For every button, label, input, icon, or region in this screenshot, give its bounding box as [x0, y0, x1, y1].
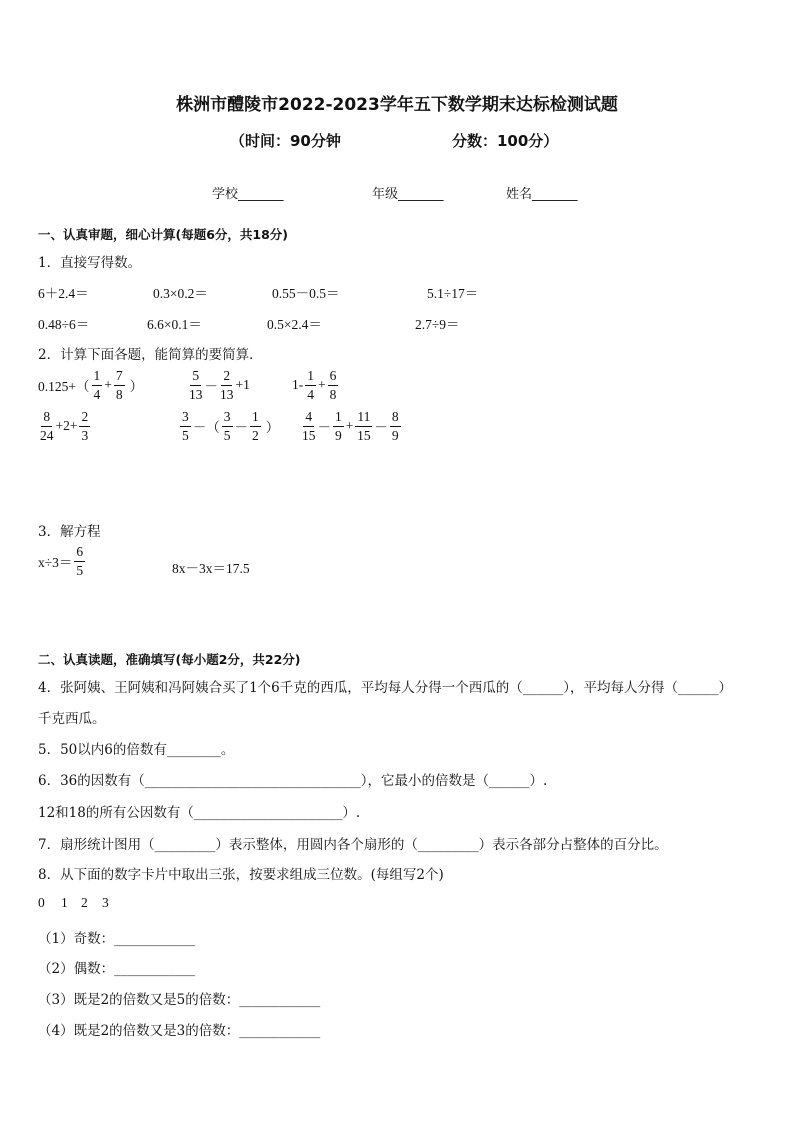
q1-item: 0.3×0.2＝ — [153, 286, 208, 301]
q2-expression-6 — [300, 410, 403, 442]
q1-item: 5.1÷17＝ — [427, 286, 479, 301]
fraction: $\frac{6}{5}$ — [76, 544, 84, 578]
operator: + — [318, 377, 326, 392]
q3-label: 3．解方程 — [38, 524, 101, 540]
q3-equation-2: 8x－3x＝17.5 — [172, 561, 250, 576]
fraction: $\frac{3}{5}$ — [223, 409, 231, 443]
q7-text: 7．扇形统计图用（_________）表示整体，用圆内各个扇形的（_________）表示各部分占整体的百分比。 — [38, 837, 668, 853]
expr-text: +2+ — [55, 418, 78, 433]
fraction: $\frac{2}{13}$ — [220, 368, 234, 402]
number-card: 2 — [81, 895, 88, 910]
operator: － — [374, 420, 388, 435]
q1-item: 6.6×0.1＝ — [147, 317, 202, 332]
fraction: $\frac{1}{9}$ — [335, 409, 342, 443]
q1-item: 0.48÷6＝ — [38, 317, 90, 332]
operator: － — [317, 420, 331, 435]
expr-text: +1 — [235, 377, 250, 392]
operator: － — [204, 379, 218, 394]
school-field[interactable]: 学校_______ — [212, 187, 284, 202]
fraction: $\frac{7}{8}$ — [115, 368, 123, 402]
fraction: $\frac{2}{3}$ — [81, 409, 89, 443]
q1-item: 2.7÷9＝ — [415, 317, 460, 332]
q6-text: 6．36的因数有（________________________________），它最小的倍数是（______）. — [38, 773, 548, 789]
fraction: $\frac{3}{5}$ — [182, 409, 189, 443]
fraction: $\frac{8}{24}$ — [40, 409, 54, 443]
fraction: $\frac{8}{9}$ — [391, 409, 399, 443]
fraction: $\frac{11}{15}$ — [357, 409, 371, 443]
fraction: $\frac{1}{4}$ — [93, 368, 101, 402]
q1-item: 0.55－0.5＝ — [272, 286, 340, 301]
page-title: 株洲市醴陵市2022-2023学年五下数学期末达标检测试题 — [176, 95, 618, 115]
q3-equation-1 — [38, 545, 87, 577]
fraction: $\frac{5}{13}$ — [189, 368, 203, 402]
q8-label: 8．从下面的数字卡片中取出三张，按要求组成三位数。(每组写2个) — [38, 867, 444, 883]
operator: + — [104, 377, 112, 392]
operator: － — [234, 420, 248, 435]
fraction: $\frac{1}{2}$ — [252, 409, 259, 443]
q8-sub-4: （4）既是2的倍数又是3的倍数：____________ — [38, 1023, 321, 1039]
q6-text-cont: 12和18的所有公因数有（______________________）. — [38, 805, 361, 821]
q1-item: 0.5×2.4＝ — [267, 317, 322, 332]
operator: + — [345, 418, 354, 433]
fraction: $\frac{1}{4}$ — [307, 368, 314, 402]
fraction: $\frac{4}{15}$ — [302, 409, 316, 443]
number-card: 1 — [61, 895, 68, 910]
q8-sub-1: （1）奇数：____________ — [38, 931, 196, 947]
fraction: $\frac{6}{8}$ — [329, 368, 337, 402]
q1-label: 1．直接写得数。 — [38, 255, 142, 271]
q4-text: 4．张阿姨、王阿姨和冯阿姨合买了1个6千克的西瓜，平均每人分得一个西瓜的（______），平均每人分得（______） — [38, 680, 733, 696]
expr-text: 1- — [292, 377, 304, 392]
expr-text: x÷3＝ — [38, 555, 73, 570]
q2-expression-1 — [38, 369, 146, 401]
exam-score: 分数：100分） — [452, 132, 559, 150]
name-field[interactable]: 姓名_______ — [506, 187, 578, 202]
expr-text: ） — [265, 420, 280, 435]
expr-text: ） — [129, 379, 144, 394]
section1-heading: 一、认真审题，细心计算(每题6分，共18分) — [38, 227, 289, 242]
q2-expression-4 — [38, 410, 92, 442]
q2-expression-3 — [292, 369, 340, 401]
q8-sub-2: （2）偶数：____________ — [38, 961, 196, 977]
number-card: 0 — [38, 895, 45, 910]
q5-text: 5．50以内6的倍数有________。 — [38, 742, 235, 758]
exam-time: （时间：90分钟 — [230, 132, 341, 150]
q2-expression-5 — [178, 410, 282, 442]
q4-text-cont: 千克西瓜。 — [38, 711, 106, 727]
expr-text: －（ — [192, 420, 220, 435]
q2-expression-2 — [187, 369, 250, 401]
grade-field[interactable]: 年级_______ — [372, 187, 444, 202]
expr-text: 0.125+（ — [38, 379, 90, 394]
section2-heading: 二、认真读题，准确填写(每小题2分，共22分) — [38, 652, 301, 667]
q8-sub-3: （3）既是2的倍数又是5的倍数：____________ — [38, 992, 321, 1008]
q1-item: 6＋2.4＝ — [38, 286, 89, 301]
number-card: 3 — [102, 895, 109, 910]
q2-label: 2．计算下面各题，能简算的要简算． — [38, 347, 263, 363]
